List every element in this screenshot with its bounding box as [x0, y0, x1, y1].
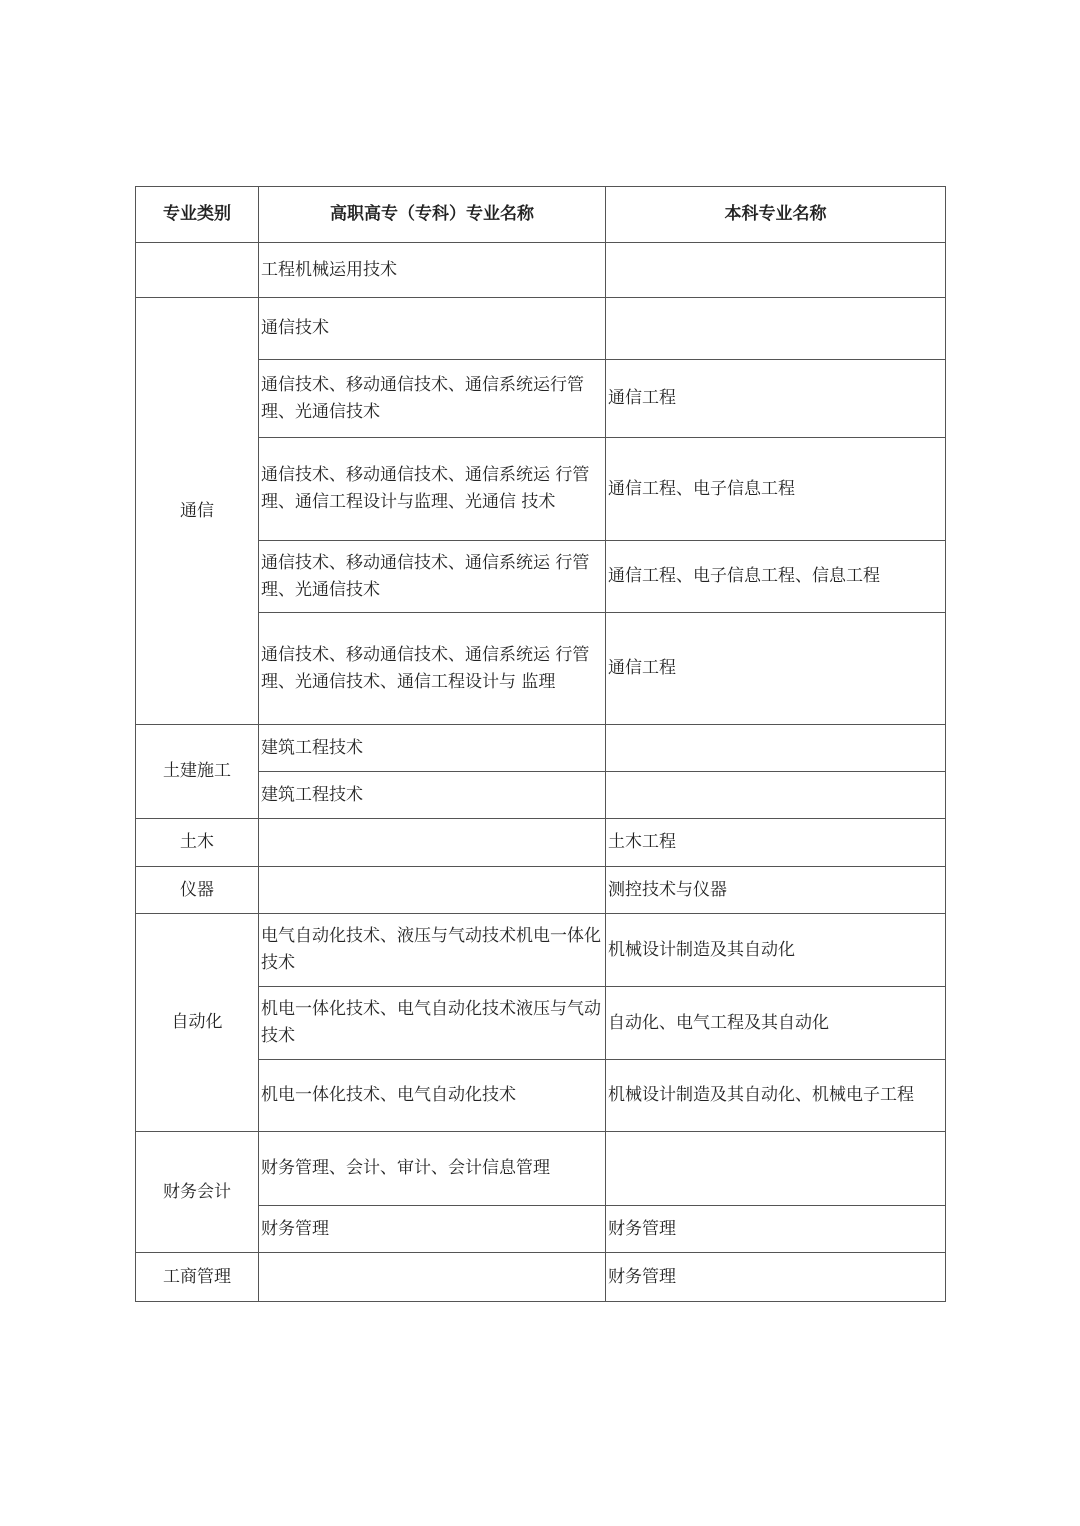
header-row: [136, 187, 946, 243]
table-row: [136, 1132, 946, 1206]
bachelor-cell: 通信工程: [606, 613, 946, 725]
diploma-cell: 机电一体化技术、电气自动化技术液压与气动技术: [259, 987, 606, 1060]
diploma-cell: 财务管理: [259, 1206, 606, 1253]
category-cell: 通信: [136, 298, 259, 725]
bachelor-cell: 测控技术与仪器: [606, 867, 946, 914]
table-row: [136, 1253, 946, 1302]
diploma-cell: 电气自动化技术、液压与气动技术机电一体化技术: [259, 914, 606, 987]
bachelor-cell: 自动化、电气工程及其自动化: [606, 987, 946, 1060]
bachelor-cell: 财务管理: [606, 1206, 946, 1253]
diploma-cell: 建筑工程技术: [259, 725, 606, 772]
category-cell: [136, 243, 259, 298]
bachelor-cell: [606, 725, 946, 772]
diploma-cell: 通信技术、移动通信技术、通信系统运 行管理、光通信技术、通信工程设计与 监理: [259, 613, 606, 725]
table-row: [136, 819, 946, 867]
category-cell: 仪器: [136, 867, 259, 914]
header-diploma-major: 高职高专（专科）专业名称: [259, 187, 606, 243]
category-cell: 自动化: [136, 914, 259, 1132]
table-row: [136, 867, 946, 914]
table-row: [136, 914, 946, 987]
header-bachelor-major: 本科专业名称: [606, 187, 946, 243]
diploma-cell: [259, 867, 606, 914]
category-cell: 土建施工: [136, 725, 259, 819]
category-cell: 财务会计: [136, 1132, 259, 1253]
diploma-cell: [259, 1253, 606, 1302]
bachelor-cell: 机械设计制造及其自动化: [606, 914, 946, 987]
category-cell: 工商管理: [136, 1253, 259, 1302]
table-row: [136, 725, 946, 772]
diploma-cell: 通信技术、移动通信技术、通信系统运 行管理、通信工程设计与监理、光通信 技术: [259, 438, 606, 541]
bachelor-cell: 土木工程: [606, 819, 946, 867]
diploma-cell: 工程机械运用技术: [259, 243, 606, 298]
table-row: [136, 243, 946, 298]
category-cell: 土木: [136, 819, 259, 867]
diploma-cell: [259, 819, 606, 867]
majors-table: [135, 186, 946, 1302]
bachelor-cell: 通信工程、电子信息工程、信息工程: [606, 541, 946, 613]
bachelor-cell: [606, 243, 946, 298]
diploma-cell: 机电一体化技术、电气自动化技术: [259, 1060, 606, 1132]
diploma-cell: 通信技术、移动通信技术、通信系统运 行管理、光通信技术: [259, 541, 606, 613]
header-category: 专业类别: [136, 187, 259, 243]
table-row: [136, 298, 946, 360]
diploma-cell: 通信技术、移动通信技术、通信系统运行管理、光通信技术: [259, 360, 606, 438]
bachelor-cell: 通信工程: [606, 360, 946, 438]
bachelor-cell: 机械设计制造及其自动化、机械电子工程: [606, 1060, 946, 1132]
diploma-cell: 财务管理、会计、审计、会计信息管理: [259, 1132, 606, 1206]
bachelor-cell: 通信工程、电子信息工程: [606, 438, 946, 541]
bachelor-cell: [606, 1132, 946, 1206]
bachelor-cell: [606, 298, 946, 360]
diploma-cell: 通信技术: [259, 298, 606, 360]
bachelor-cell: 财务管理: [606, 1253, 946, 1302]
diploma-cell: 建筑工程技术: [259, 772, 606, 819]
bachelor-cell: [606, 772, 946, 819]
